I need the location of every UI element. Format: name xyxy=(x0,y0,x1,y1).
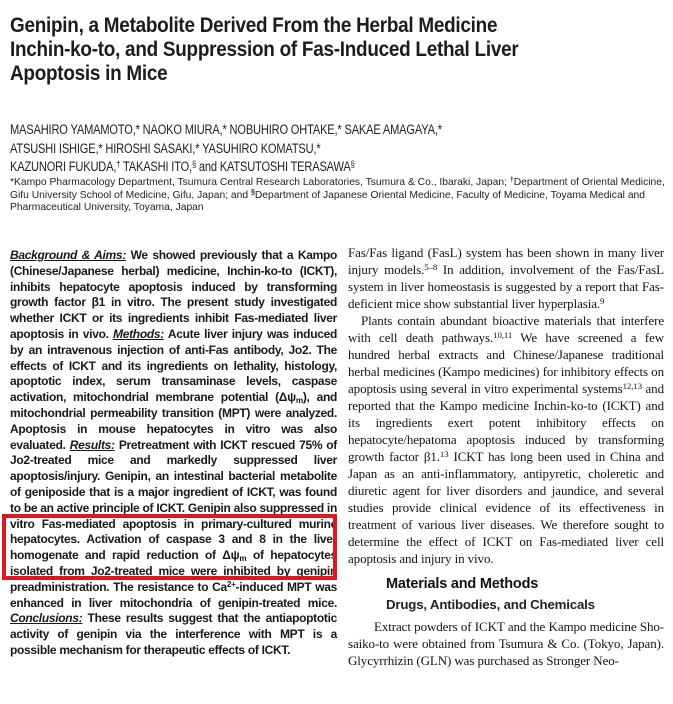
paper-title xyxy=(10,13,518,85)
methods-paragraph: Extract powders of ICKT and the Kampo medicine Sho-saiko-to were obtained from Tsumura & Co. (Tokyo, Japan). Glycyrrhizin (GLN) was purchased as Stronger Neo- xyxy=(348,619,664,668)
intro-paragraph-1: Fas/Fas ligand (FasL) system has been shown in many liver injury models.$^{5-8}$ In addition, involvement of the Fas/FasL system in liver homeostasis is suggested by a report that Fas-deficient mice show substantial liver hyperplasia.$^9$ xyxy=(348,245,664,311)
author-line: KAZUNORI FUKUDA,† TAKASHI ITO,§ and KATSUTOSHI TERASAWA§ xyxy=(10,159,355,175)
intro-column xyxy=(348,244,664,669)
highlight-box xyxy=(2,514,337,580)
section-heading-materials-and-methods: Materials and Methods xyxy=(386,576,539,592)
paper-title-line: Inchin-ko-to, and Suppression of Fas-Induced Lethal Liver xyxy=(10,37,519,61)
paper-title-line: Genipin, a Metabolite Derived From the Herbal Medicine xyxy=(10,13,498,37)
author-line: MASAHIRO YAMAMOTO,* NAOKO MIURA,* NOBUHIRO OHTAKE,* SAKAE AMAGAYA,* xyxy=(10,122,442,137)
abstract-paragraph: Background & Aims: We showed previously that a Kampo (Chinese/Japanese herbal) medicine, Inchin-ko-to (ICKT), inhibits hepatocyte apoptosis induced by transforming growth factor β1 in vitro. The present study investigated whether ICKT or its ingredients inhibit Fas-mediated liver apoptosis in vivo. Methods: Acute liver injury was induced by an intravenous injection of anti-Fas antibody, Jo2. The effects of ICKT and its ingredients on lethality, histology, apoptotic index, serum transaminase levels, caspase activation, mitochondrial membrane potential $(\Delta\psi_m)$, and mitochondrial permeability transition (MPT) were analyzed. Apoptosis in mouse hepatocytes in vitro was also evaluated. Results: Pretreatment with ICKT rescued 75% of Jo2-treated mice and markedly suppressed liver apoptosis/injury. Genipin, an intestinal bacterial metabolite of geniposide that is a major ingredient of ICKT, was found to be an active principle of ICKT. Genipin also suppressed in vitro Fas-mediated apoptosis in primary-cultured murine hepatocytes. Activation of caspase 3 and 8 in the liver homogenate and rapid reduction of $\Delta\psi_m$ of hepatocytes isolated from Jo2-treated mice were inhibited by genipin preadministration. The resistance to $Ca^{2+}$-induced MPT was enhanced in liver mitochondria of genipin-treated mice. Conclusions: These results suggest that the antiapoptotic activity of genipin via the interference with MPT is a possible mechanism for therapeutic effects of ICKT. xyxy=(10,248,338,657)
intro-paragraph-2: Plants contain abundant bioactive materials that interfere with cell death pathways.$^{10,11}$ We have screened a few hundred herbal extracts and Chinese/Japanese traditional herbal medicines (Kampo medicines) for inhibitory effects on apoptosis using several in vitro experimental systems$^{12,13}$ and reported that the Kampo medicine Inchin-ko-to (ICKT) and its ingredients exert potent inhibitory effects on hepatocyte/hepatoma apoptosis induced by transforming growth factor β1.13 ICKT has long been used in China and Japan as an anti-inflammatory, antipyretic, choleretic and diuretic agent for liver disorders and jaundice, and several studies provide clinical evidence of its effectiveness in treatment of various liver diseases. We therefore sought to determine the effect of ICKT on Fas-mediated liver cell apoptosis and injury in vivo. xyxy=(348,313,664,566)
paper-title-line: Apoptosis in Mice xyxy=(10,61,168,85)
author-line: ATSUSHI ISHIGE,* HIROSHI SASAKI,* YASUHIRO KOMATSU,* xyxy=(10,140,321,156)
subsection-heading-drugs-antibodies-chemicals: Drugs, Antibodies, and Chemicals xyxy=(386,597,595,612)
affiliations: *Kampo Pharmacology Department, Tsumura Central Research Laboratories, Tsumura & Co., Ibaraki, Japan; †Department of Oriental Medicine, Gifu University School of Medicine, Gifu, Japan; and §Department of Japanese Oriental Medicine, Faculty of Medicine, Toyama Medical and Pharmaceutical University, Toyama, Japan xyxy=(10,176,665,214)
abstract-column xyxy=(10,248,337,659)
author-list xyxy=(10,121,442,177)
